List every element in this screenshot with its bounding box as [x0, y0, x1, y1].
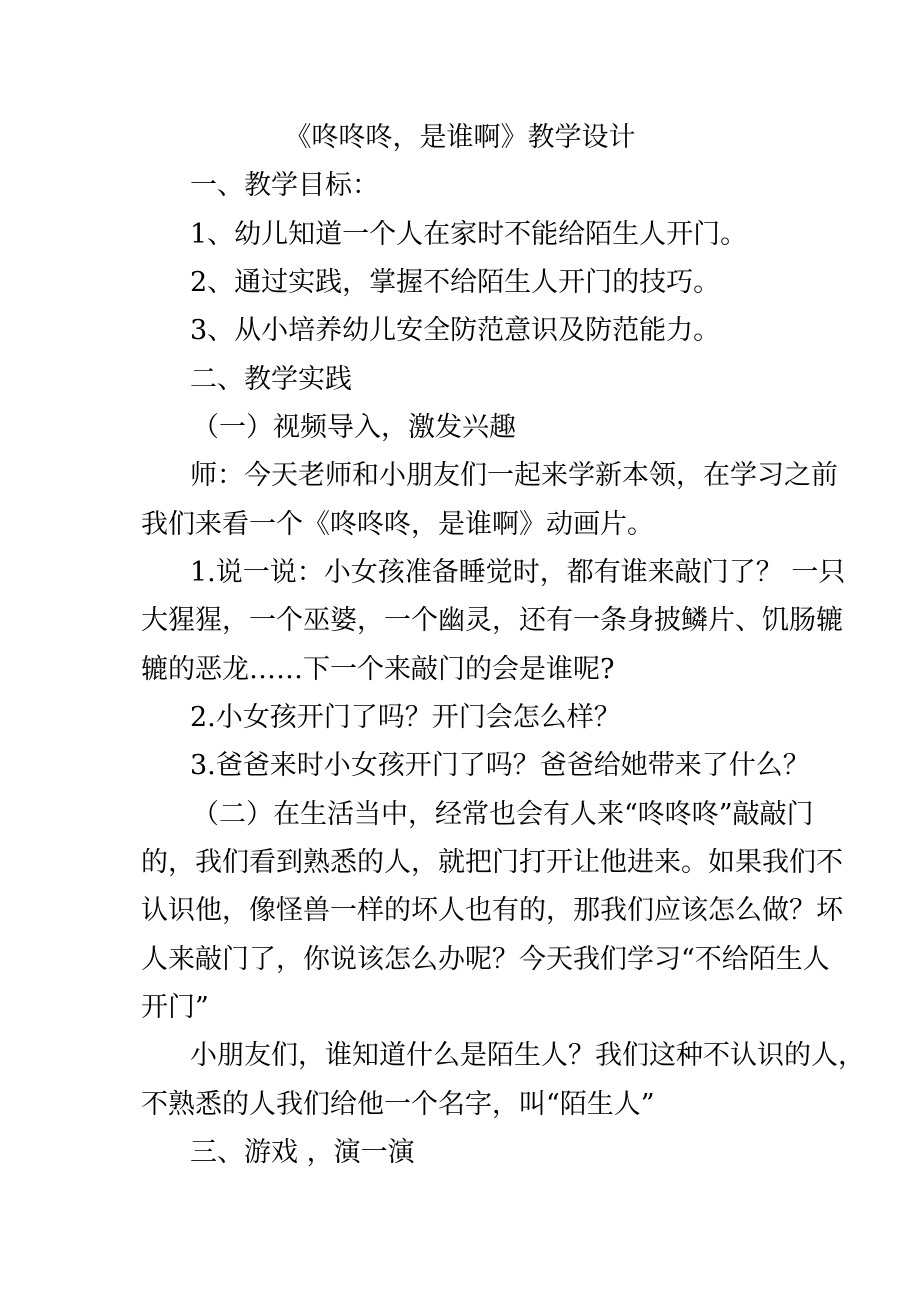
paragraph-line: 我们来看一个《咚咚咚，是谁啊》动画片。: [141, 509, 654, 540]
section-heading-practice: 二、教学实践: [190, 364, 352, 395]
question-item-1: 1.说一说：小女孩准备睡觉时，都有谁来敲门了？ 一只: [190, 557, 846, 588]
paragraph-line: 大猩猩，一个巫婆，一个幽灵，还有一条身披鳞片、饥肠辘: [141, 605, 843, 636]
objective-item-3: 3、从小培养幼儿安全防范意识及防范能力。: [190, 315, 721, 346]
paragraph-line: 不熟悉的人我们给他一个名字，叫“陌生人”: [141, 1089, 655, 1120]
paragraph-line: 认识他，像怪兽一样的坏人也有的，那我们应该怎么做？坏: [141, 895, 843, 926]
paragraph-line: 师：今天老师和小朋友们一起来学新本领，在学习之前: [190, 460, 838, 491]
question-item-2: 2.小女孩开门了吗？开门会怎么样？: [190, 702, 621, 733]
paragraph-line: 小朋友们，谁知道什么是陌生人？我们这种不认识的人，: [190, 1040, 865, 1071]
subsection-heading-video: （一）视频导入，激发兴趣: [192, 412, 516, 443]
objective-item-1: 1、幼儿知道一个人在家时不能给陌生人开门。: [190, 219, 748, 250]
document-title: 《咚咚咚，是谁啊》教学设计: [284, 122, 636, 153]
paragraph-line: 的，我们看到熟悉的人，就把门打开让他进来。如果我们不: [141, 847, 843, 878]
subsection-heading-life: （二）在生活当中，经常也会有人来“咚咚咚”敲敲门: [192, 799, 814, 830]
section-heading-objectives: 一、教学目标：: [190, 170, 379, 201]
section-heading-game: 三、游戏 ，演一演: [190, 1137, 415, 1168]
question-item-3: 3.爸爸来时小女孩开门了吗？爸爸给她带来了什么？: [190, 750, 810, 781]
objective-item-2: 2、通过实践，掌握不给陌生人开门的技巧。: [190, 267, 721, 298]
paragraph-line: 人来敲门了，你说该怎么办呢？今天我们学习“不给陌生人: [141, 944, 830, 975]
paragraph-line: 辘的恶龙……下一个来敲门的会是谁呢?: [141, 654, 615, 685]
paragraph-line: 开门”: [141, 992, 209, 1023]
